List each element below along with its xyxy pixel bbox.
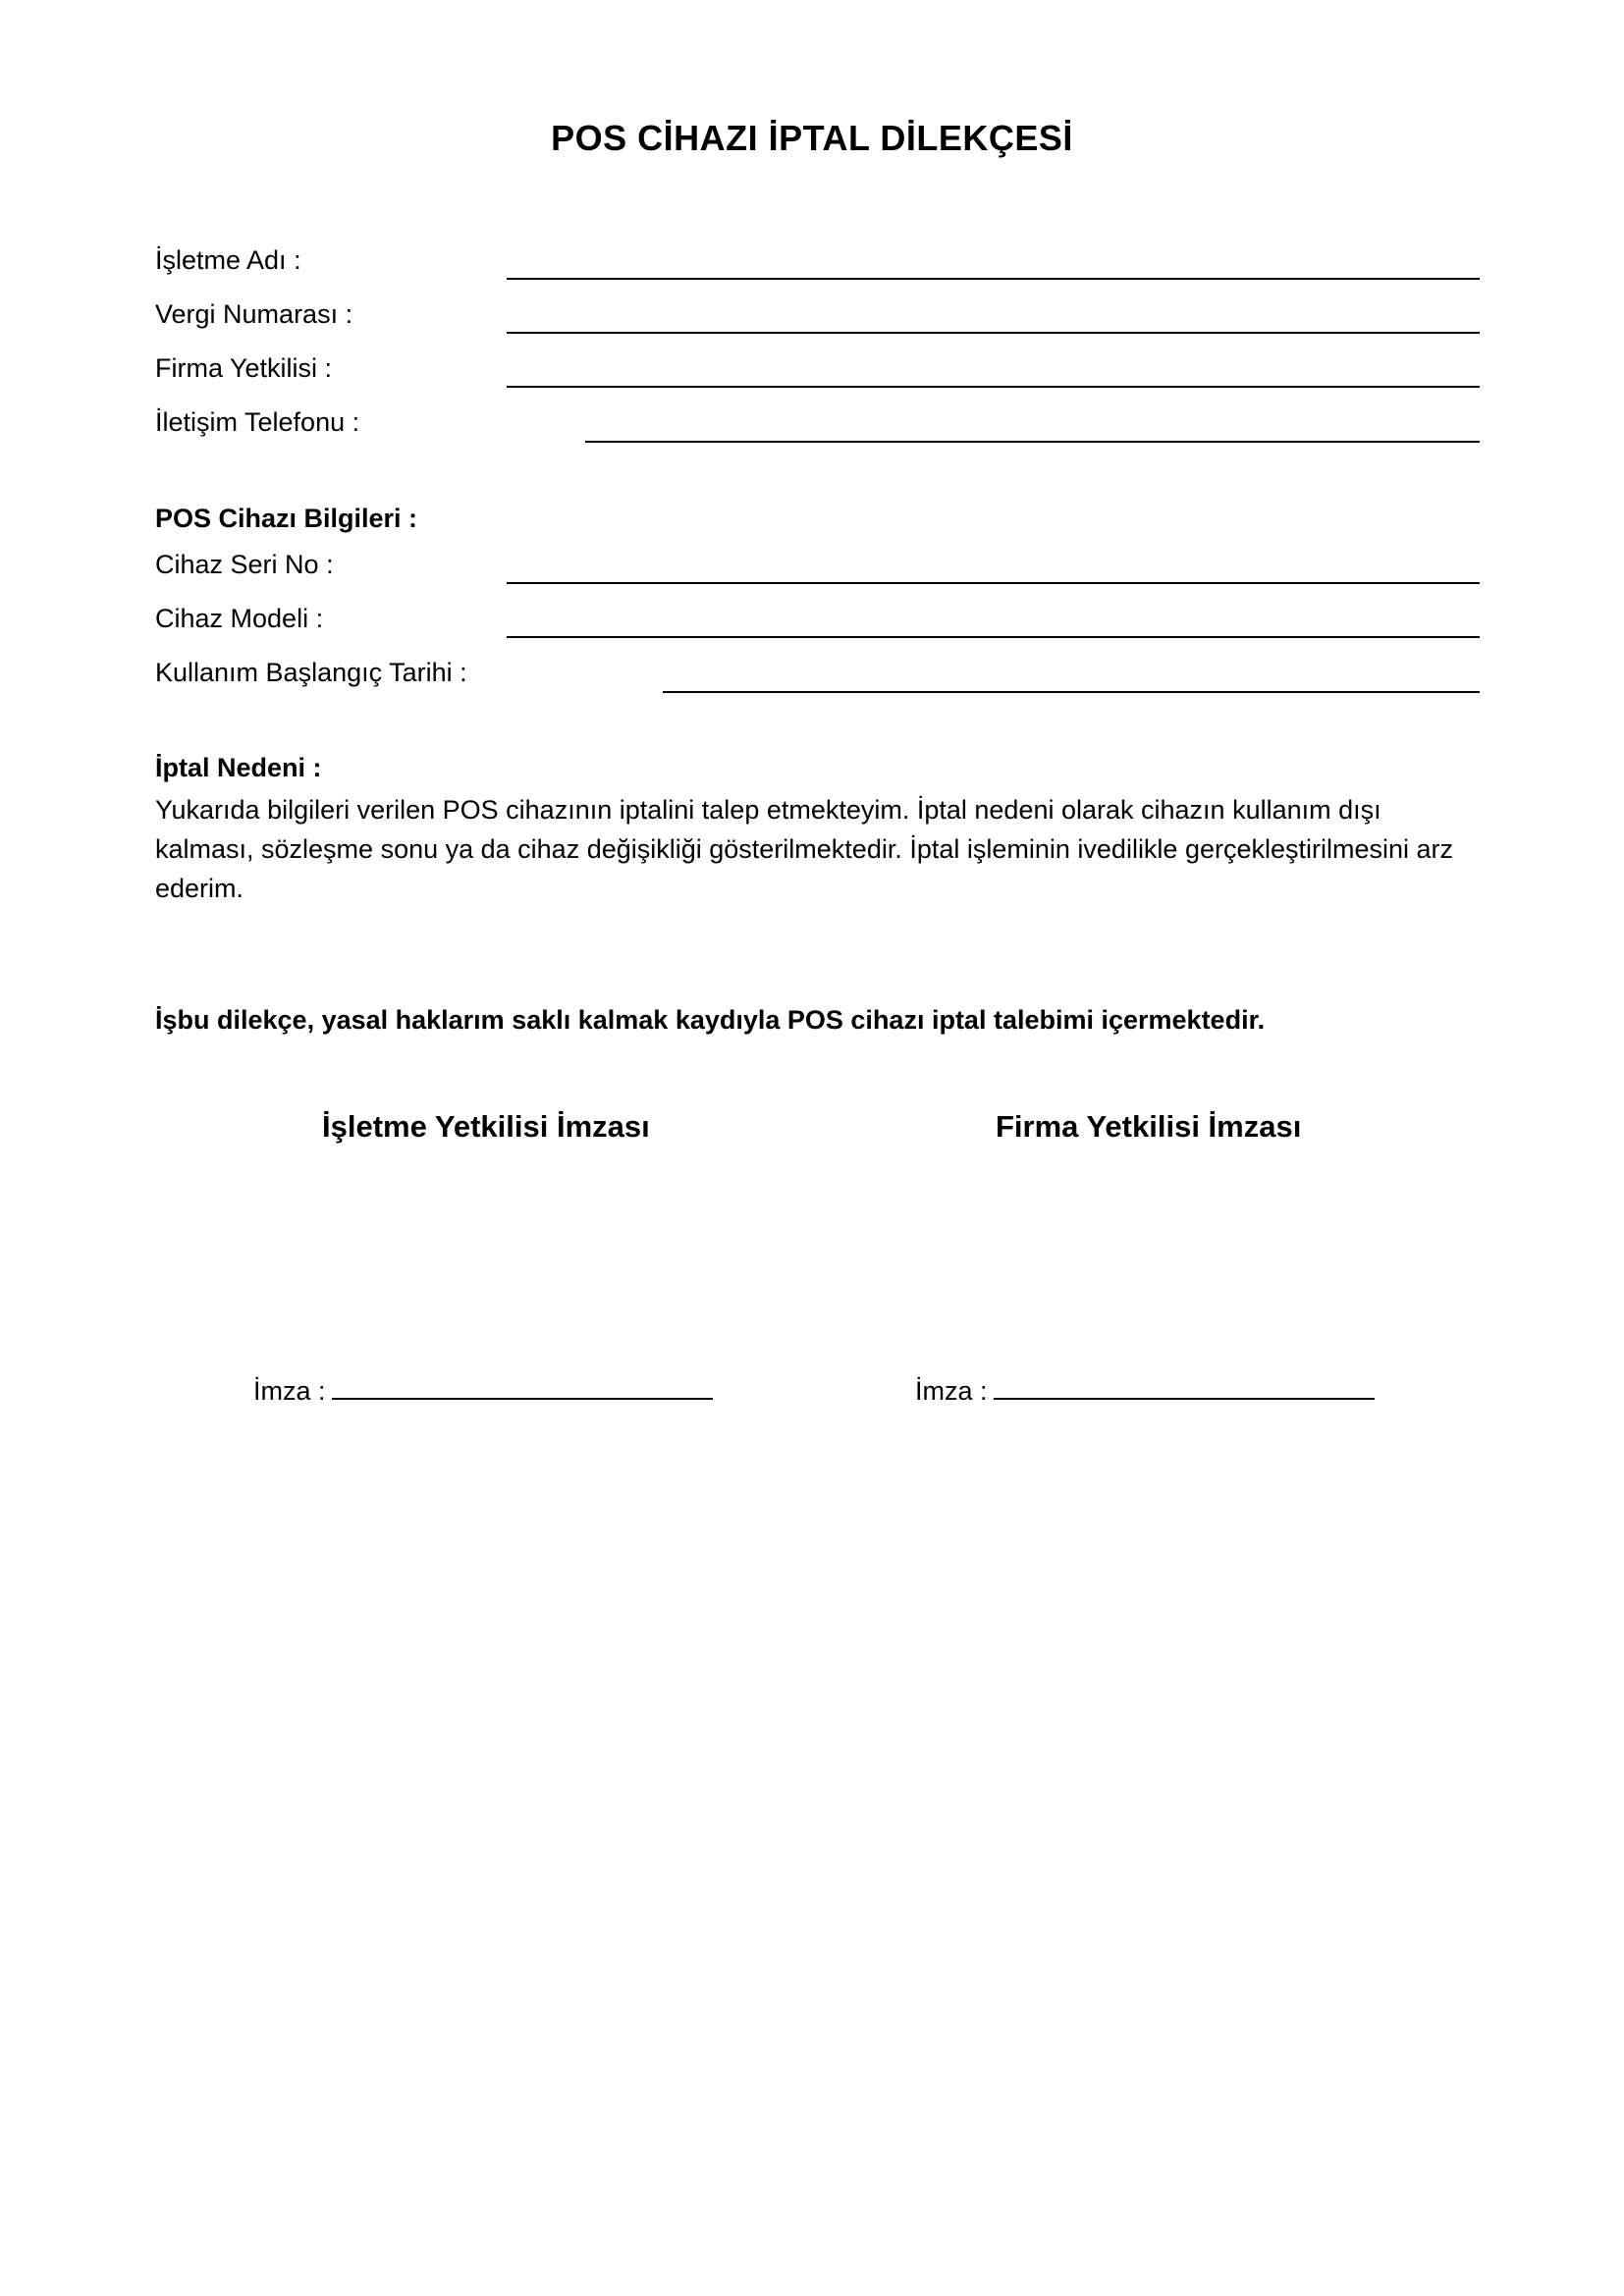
tax-number-field[interactable] <box>507 332 1480 334</box>
company-representative-field[interactable] <box>507 386 1480 388</box>
usage-start-date-label: Kullanım Başlangıç Tarihi : <box>155 658 467 687</box>
tax-number-label: Vergi Numarası : <box>155 299 353 329</box>
company-signature-line <box>915 1370 1375 1407</box>
business-signature-line <box>253 1370 713 1407</box>
cancellation-reason-heading: İptal Nedeni : <box>155 753 322 782</box>
device-model-label: Cihaz Modeli : <box>155 604 324 633</box>
document-title: POS CİHAZI İPTAL DİLEKÇESİ <box>551 118 1073 158</box>
company-signature-label: İmza : <box>915 1376 988 1406</box>
legal-statement: İşbu dilekçe, yasal haklarım saklı kalmak kaydıyla POS cihazı iptal talebimi içermektedir. <box>155 1005 1266 1035</box>
business-signature-blank[interactable] <box>332 1370 713 1400</box>
business-signature-label: İmza : <box>253 1376 326 1406</box>
contact-phone-field[interactable] <box>585 441 1480 443</box>
business-name-label: İşletme Adı : <box>155 245 301 275</box>
company-representative-label: Firma Yetkilisi : <box>155 353 333 383</box>
company-signature-heading: Firma Yetkilisi İmzası <box>996 1109 1302 1144</box>
usage-start-date-field[interactable] <box>663 691 1480 693</box>
business-signature-heading: İşletme Yetkilisi İmzası <box>322 1109 650 1144</box>
business-name-field[interactable] <box>507 278 1480 280</box>
contact-phone-label: İletişim Telefonu : <box>155 407 360 437</box>
device-model-field[interactable] <box>507 636 1480 638</box>
cancellation-reason-text: Yukarıda bilgileri verilen POS cihazının iptalini talep etmekteyim. İptal nedeni olarak cihazın kullanım dışı kalması, sözleşme sonu ya da cihaz değişikliği gösterilmektedir. İptal işleminin ivedilikle gerçekleştirilmesini arz ederim. <box>155 795 1454 903</box>
company-signature-blank[interactable] <box>994 1370 1375 1400</box>
device-serial-label: Cihaz Seri No : <box>155 550 334 579</box>
device-info-heading: POS Cihazı Bilgileri : <box>155 504 418 533</box>
device-serial-field[interactable] <box>507 582 1480 584</box>
